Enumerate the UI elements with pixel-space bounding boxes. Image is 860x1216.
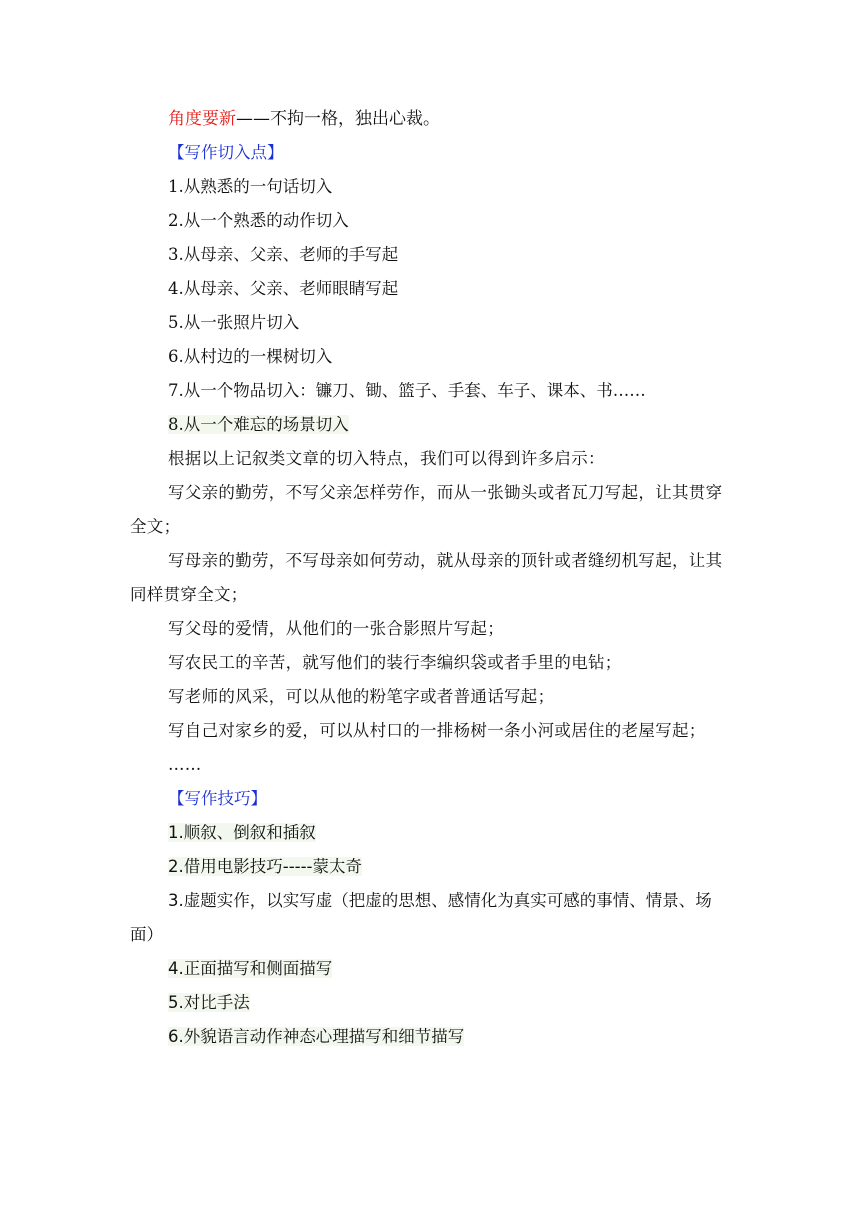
list-item	[130, 816, 730, 850]
paragraph: 写母亲的勤劳，不写母亲如何劳动，就从母亲的顶针或者缝纫机写起，让其同样贯穿全文；	[130, 551, 723, 604]
list-item: 3.从母亲、父亲、老师的手写起	[168, 245, 399, 264]
list-item-text: 1.顺叙、倒叙和插叙	[168, 823, 316, 842]
list-item: 6.从村边的一棵树切入	[168, 347, 333, 366]
paragraph: 写农民工的辛苦，就写他们的装行李编织袋或者手里的电钻；	[168, 653, 622, 672]
list-item: 4.从母亲、父亲、老师眼睛写起	[168, 279, 399, 298]
heading-red-text: 角度要新	[168, 109, 236, 129]
list-item-text: 2.借用电影技巧-----蒙太奇	[168, 857, 363, 876]
heading-rest-text: ——不拘一格，独出心裁。	[236, 109, 440, 129]
list-item	[130, 986, 730, 1020]
ellipsis-line: ……	[168, 755, 202, 774]
paragraph: 写自己对家乡的爱，可以从村口的一排杨树一条小河或居住的老屋写起；	[168, 721, 706, 740]
list-item: 5.从一张照片切入	[168, 313, 300, 332]
main-heading	[130, 102, 730, 136]
list-item-text: 6.外貌语言动作神态心理描写和细节描写	[168, 1027, 465, 1046]
document-content	[130, 102, 730, 1054]
section-title-entry-points: 【写作切入点】	[168, 143, 284, 162]
paragraph: 根据以上记叙类文章的切入特点，我们可以得到许多启示：	[168, 449, 605, 468]
paragraph: 写父亲的勤劳，不写父亲怎样劳作，而从一张锄头或者瓦刀写起，让其贯穿全文；	[130, 483, 723, 536]
list-item	[130, 850, 730, 884]
list-item: 1.从熟悉的一句话切入	[168, 177, 333, 196]
section-title-techniques: 【写作技巧】	[168, 789, 267, 808]
list-item: 7.从一个物品切入：镰刀、锄、篮子、手套、车子、课本、书……	[168, 381, 646, 400]
paragraph: 写老师的风采，可以从他的粉笔字或者普通话写起；	[168, 687, 555, 706]
list-item	[130, 1020, 730, 1054]
list-item-text: 5.对比手法	[168, 993, 250, 1012]
paragraph: 写父母的爱情，从他们的一张合影照片写起；	[168, 619, 504, 638]
list-item: 2.从一个熟悉的动作切入	[168, 211, 349, 230]
list-item-text: 4.正面描写和侧面描写	[168, 959, 333, 978]
list-item	[130, 952, 730, 986]
list-item: 3.虚题实作，以实写虚（把虚的思想、感情化为真实可感的事情、情景、场面）	[130, 891, 712, 944]
list-item-text-highlighted: 8.从一个难忘的场景切入	[168, 415, 349, 434]
list-item	[130, 408, 730, 442]
